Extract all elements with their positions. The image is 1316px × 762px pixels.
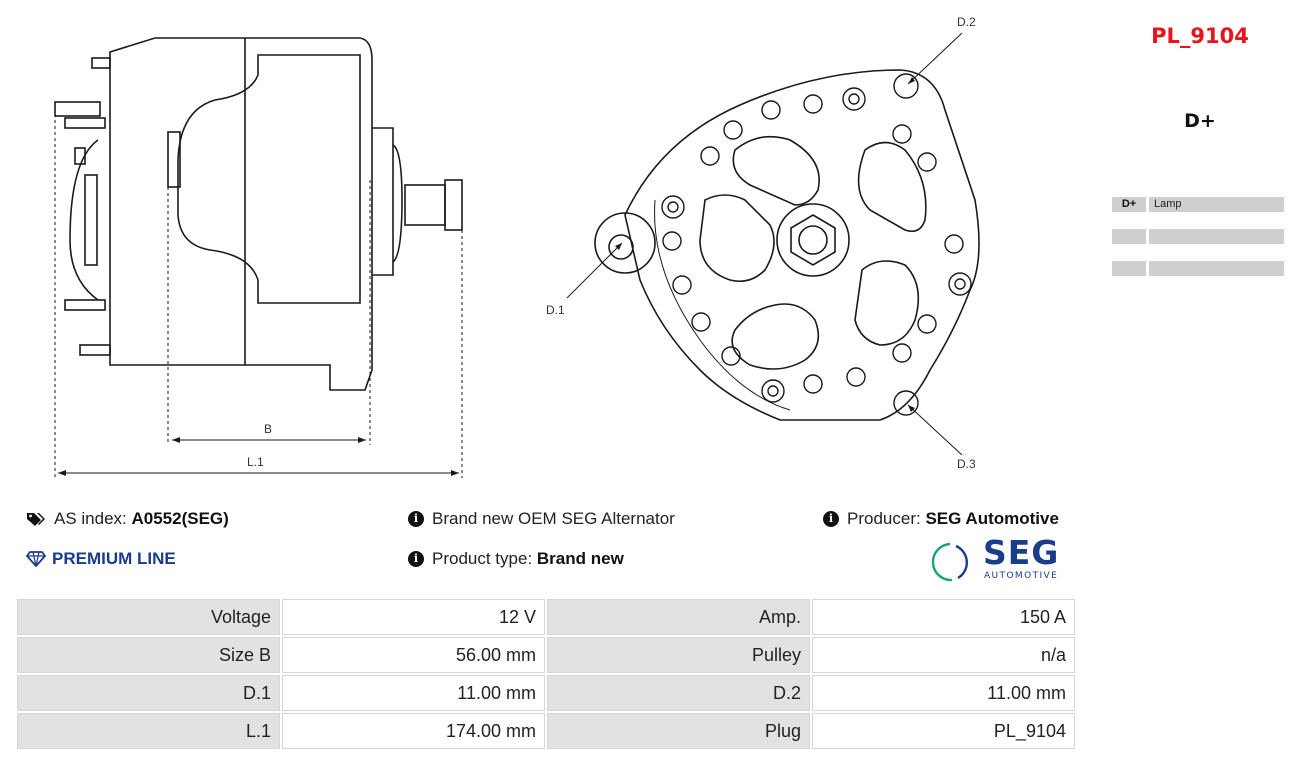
table-row [17,675,1075,711]
as-index-label: AS index: [54,509,127,528]
spec-label: Pulley [547,637,810,673]
table-row [17,599,1075,635]
dim-d3-label: D.3 [957,457,976,471]
info-icon: i [408,511,424,527]
dim-b-label: B [264,422,273,436]
spec-value: 174.00 mm [282,713,545,749]
spec-value: 11.00 mm [812,675,1075,711]
spec-label: Amp. [547,599,810,635]
diamond-icon [26,551,46,567]
description-text: Brand new OEM SEG Alternator [432,509,675,528]
pin-row [1112,229,1284,244]
premium-line-label: PREMIUM LINE [52,549,176,568]
spec-label: D.2 [547,675,810,711]
spec-label: Size B [17,637,280,673]
plug-code: PL_9104 [1151,24,1249,48]
spec-value: 56.00 mm [282,637,545,673]
dim-l1-label: L.1 [247,455,264,469]
seg-logo [930,533,1070,584]
info-icon: i [408,551,424,567]
producer [823,509,1059,529]
pin-row [1112,261,1284,276]
table-row [17,637,1075,673]
spec-label: L.1 [17,713,280,749]
pin-key [1112,229,1146,244]
terminal-title: D+ [1184,110,1216,132]
seg-logo-name: SEG [983,533,1060,572]
premium-line[interactable] [26,549,176,569]
seg-logo-mark [930,538,974,584]
pin-value [1149,261,1284,276]
spec-label: Voltage [17,599,280,635]
pin-value: Lamp [1149,197,1284,212]
front-view [546,15,979,471]
pin-row [1112,197,1284,212]
side-view [55,38,462,478]
as-index [26,509,229,529]
tags-icon [26,511,46,527]
producer-value: SEG Automotive [925,509,1059,528]
product-type [408,549,624,569]
table-row [17,713,1075,749]
spec-value: n/a [812,637,1075,673]
specs-table [15,597,1077,751]
spec-value: PL_9104 [812,713,1075,749]
spec-value: 12 V [282,599,545,635]
dim-d2-label: D.2 [957,15,976,29]
pin-key: D+ [1112,197,1146,212]
pin-value [1149,229,1284,244]
info-icon: i [823,511,839,527]
spec-value: 11.00 mm [282,675,545,711]
producer-label: Producer: [847,509,921,528]
description [408,509,675,529]
seg-logo-tagline: AUTOMOTIVE [984,571,1059,581]
spec-value: 150 A [812,599,1075,635]
product-type-label: Product type: [432,549,533,568]
dim-d1-label: D.1 [546,303,565,317]
pin-key [1112,261,1146,276]
as-index-value: A0552(SEG) [131,509,229,528]
spec-label: D.1 [17,675,280,711]
product-type-value: Brand new [536,549,624,568]
spec-label: Plug [547,713,810,749]
